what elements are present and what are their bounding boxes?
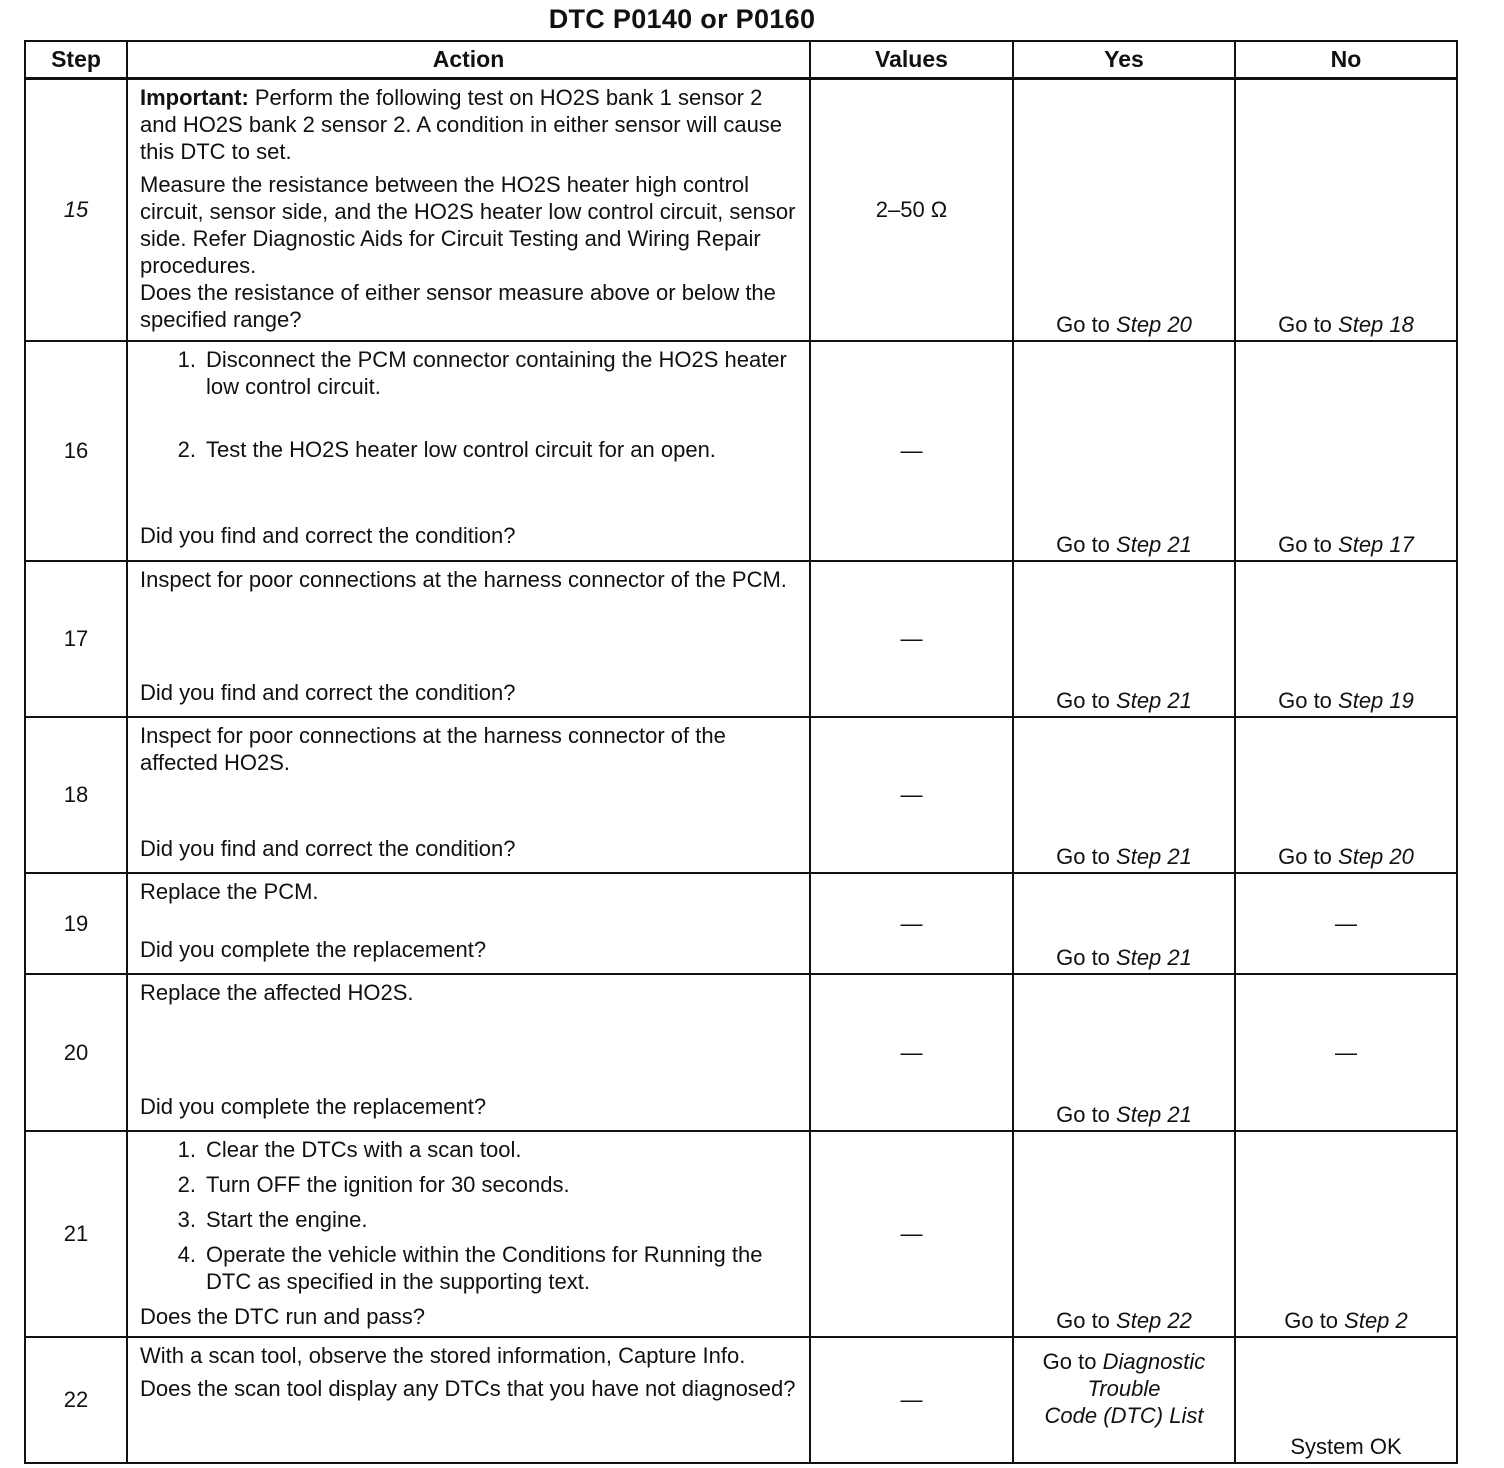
action-question: Does the resistance of either sensor measure above or below the specified range? xyxy=(140,280,776,332)
no-cell xyxy=(1235,1131,1457,1337)
yes-goto-step-link[interactable]: Step 20 xyxy=(1116,311,1192,337)
yes-goto-prefix: Go to xyxy=(1056,531,1117,557)
action-cell xyxy=(127,561,810,717)
no-goto-step-link[interactable]: Step 19 xyxy=(1338,687,1414,713)
list-item: 4. Operate the vehicle within the Conditions for Running the DTC as specified in the supporting text. xyxy=(177,1241,763,1294)
header-step: Step xyxy=(25,41,127,79)
action-text: Replace the affected HO2S. xyxy=(140,979,414,1005)
yes-cell xyxy=(1013,873,1235,974)
action-cell xyxy=(127,873,810,974)
yes-goto-step-link[interactable]: Step 22 xyxy=(1116,1307,1192,1333)
table-row xyxy=(25,717,1457,873)
no-goto-prefix: Go to xyxy=(1284,1307,1345,1333)
important-label: Important: xyxy=(140,85,249,110)
no-goto-prefix: Go to xyxy=(1278,843,1339,869)
step-number: 20 xyxy=(25,974,127,1131)
step-number: 17 xyxy=(25,561,127,717)
step-number: 16 xyxy=(25,341,127,561)
yes-goto-link-line2[interactable]: Trouble xyxy=(1087,1375,1161,1401)
important-note xyxy=(140,84,799,165)
no-cell xyxy=(1235,79,1457,341)
no-goto-prefix: Go to xyxy=(1278,687,1339,713)
header-action: Action xyxy=(127,41,810,79)
no-cell xyxy=(1235,717,1457,873)
action-cell xyxy=(127,1337,810,1463)
list-item: 3. Start the engine. xyxy=(177,1206,368,1232)
action-cell xyxy=(127,341,810,561)
yes-goto-step-link[interactable]: Step 21 xyxy=(1116,531,1192,557)
action-steps-list xyxy=(140,346,799,463)
yes-cell xyxy=(1013,1337,1235,1463)
no-goto-step-link[interactable]: Step 18 xyxy=(1338,311,1414,337)
step-number: 21 xyxy=(25,1131,127,1337)
important-text: Perform the following test on HO2S bank 1 sensor 2 and HO2S bank 2 sensor 2. A condition in either sensor will cause this DTC to set. xyxy=(140,85,783,164)
action-question: Did you complete the replacement? xyxy=(140,936,487,962)
table-row xyxy=(25,873,1457,974)
table-row xyxy=(25,341,1457,561)
step-number: 18 xyxy=(25,717,127,873)
table-row xyxy=(25,974,1457,1131)
table-row xyxy=(25,1337,1457,1463)
action-question: Does the scan tool display any DTCs that you have not diagnosed? xyxy=(140,1375,796,1401)
yes-goto-step-link[interactable]: Step 21 xyxy=(1116,944,1192,970)
yes-goto-prefix: Go to xyxy=(1056,311,1117,337)
yes-goto-prefix: Go to xyxy=(1056,687,1117,713)
action-cell xyxy=(127,1131,810,1337)
action-question: Did you find and correct the condition? xyxy=(140,522,516,548)
action-question: Does the DTC run and pass? xyxy=(140,1303,425,1329)
values-cell: — xyxy=(810,1131,1013,1337)
yes-goto-step-link[interactable]: Step 21 xyxy=(1116,1101,1192,1127)
yes-cell xyxy=(1013,341,1235,561)
yes-goto-prefix: Go to xyxy=(1042,1348,1103,1374)
no-cell: System OK xyxy=(1235,1337,1457,1463)
action-text: Measure the resistance between the HO2S heater high control circuit, sensor side, and the HO2S heater low control circuit, sensor side. Refer Diagnostic Aids for Circuit Testing and Wiring Repair procedures. xyxy=(140,172,796,278)
action-text: Inspect for poor connections at the harness connector of the PCM. xyxy=(140,566,787,592)
list-item: 1. Clear the DTCs with a scan tool. xyxy=(177,1136,522,1162)
action-text: Replace the PCM. xyxy=(140,878,319,904)
table-row xyxy=(25,79,1457,341)
no-cell xyxy=(1235,561,1457,717)
yes-cell xyxy=(1013,717,1235,873)
values-cell: — xyxy=(810,341,1013,561)
action-question: Did you complete the replacement? xyxy=(140,1093,487,1119)
yes-goto-prefix: Go to xyxy=(1056,1101,1117,1127)
yes-cell xyxy=(1013,974,1235,1131)
no-goto-prefix: Go to xyxy=(1278,531,1339,557)
values-cell: — xyxy=(810,873,1013,974)
action-text: Inspect for poor connections at the harness connector of the affected HO2S. xyxy=(140,722,726,775)
yes-goto-step-link[interactable]: Step 21 xyxy=(1116,687,1192,713)
action-question: Did you find and correct the condition? xyxy=(140,835,516,861)
no-goto-step-link[interactable]: Step 20 xyxy=(1338,843,1414,869)
yes-goto-step-link[interactable]: Step 21 xyxy=(1116,843,1192,869)
yes-goto-prefix: Go to xyxy=(1056,1307,1117,1333)
action-steps-list xyxy=(140,1136,799,1295)
list-item: 2. Turn OFF the ignition for 30 seconds. xyxy=(177,1171,570,1197)
yes-cell xyxy=(1013,1131,1235,1337)
no-cell: — xyxy=(1235,873,1457,974)
action-cell xyxy=(127,974,810,1131)
no-cell xyxy=(1235,341,1457,561)
action-cell xyxy=(127,79,810,341)
values-cell: — xyxy=(810,974,1013,1131)
no-goto-step-link[interactable]: Step 2 xyxy=(1344,1307,1408,1333)
no-goto-step-link[interactable]: Step 17 xyxy=(1338,531,1414,557)
no-goto-prefix: Go to xyxy=(1278,311,1339,337)
yes-goto-link-line3[interactable]: Code (DTC) List xyxy=(1044,1402,1204,1428)
action-text: With a scan tool, observe the stored information, Capture Info. xyxy=(140,1342,746,1368)
values-cell: — xyxy=(810,561,1013,717)
step-number: 15 xyxy=(25,79,127,341)
yes-goto-prefix: Go to xyxy=(1056,944,1117,970)
action-cell xyxy=(127,717,810,873)
list-item: 1. Disconnect the PCM connector containing the HO2S heater low control circuit. xyxy=(177,346,787,399)
page-title: DTC P0140 or P0160 xyxy=(548,4,816,34)
table-row xyxy=(25,1131,1457,1337)
header-row xyxy=(25,41,1457,79)
header-yes: Yes xyxy=(1013,41,1235,79)
yes-cell xyxy=(1013,79,1235,341)
diagnostic-table xyxy=(24,40,1458,1464)
no-cell: — xyxy=(1235,974,1457,1131)
values-cell: — xyxy=(810,1337,1013,1463)
yes-goto-link-line1[interactable]: Diagnostic xyxy=(1102,1348,1206,1374)
yes-goto-prefix: Go to xyxy=(1056,843,1117,869)
action-question: Did you find and correct the condition? xyxy=(140,679,516,705)
yes-cell xyxy=(1013,561,1235,717)
list-item: 2. Test the HO2S heater low control circuit for an open. xyxy=(177,436,716,462)
table-row xyxy=(25,561,1457,717)
values-cell: — xyxy=(810,717,1013,873)
step-number: 19 xyxy=(25,873,127,974)
values-cell: 2–50 Ω xyxy=(810,79,1013,341)
header-no: No xyxy=(1235,41,1457,79)
header-values: Values xyxy=(810,41,1013,79)
step-number: 22 xyxy=(25,1337,127,1463)
